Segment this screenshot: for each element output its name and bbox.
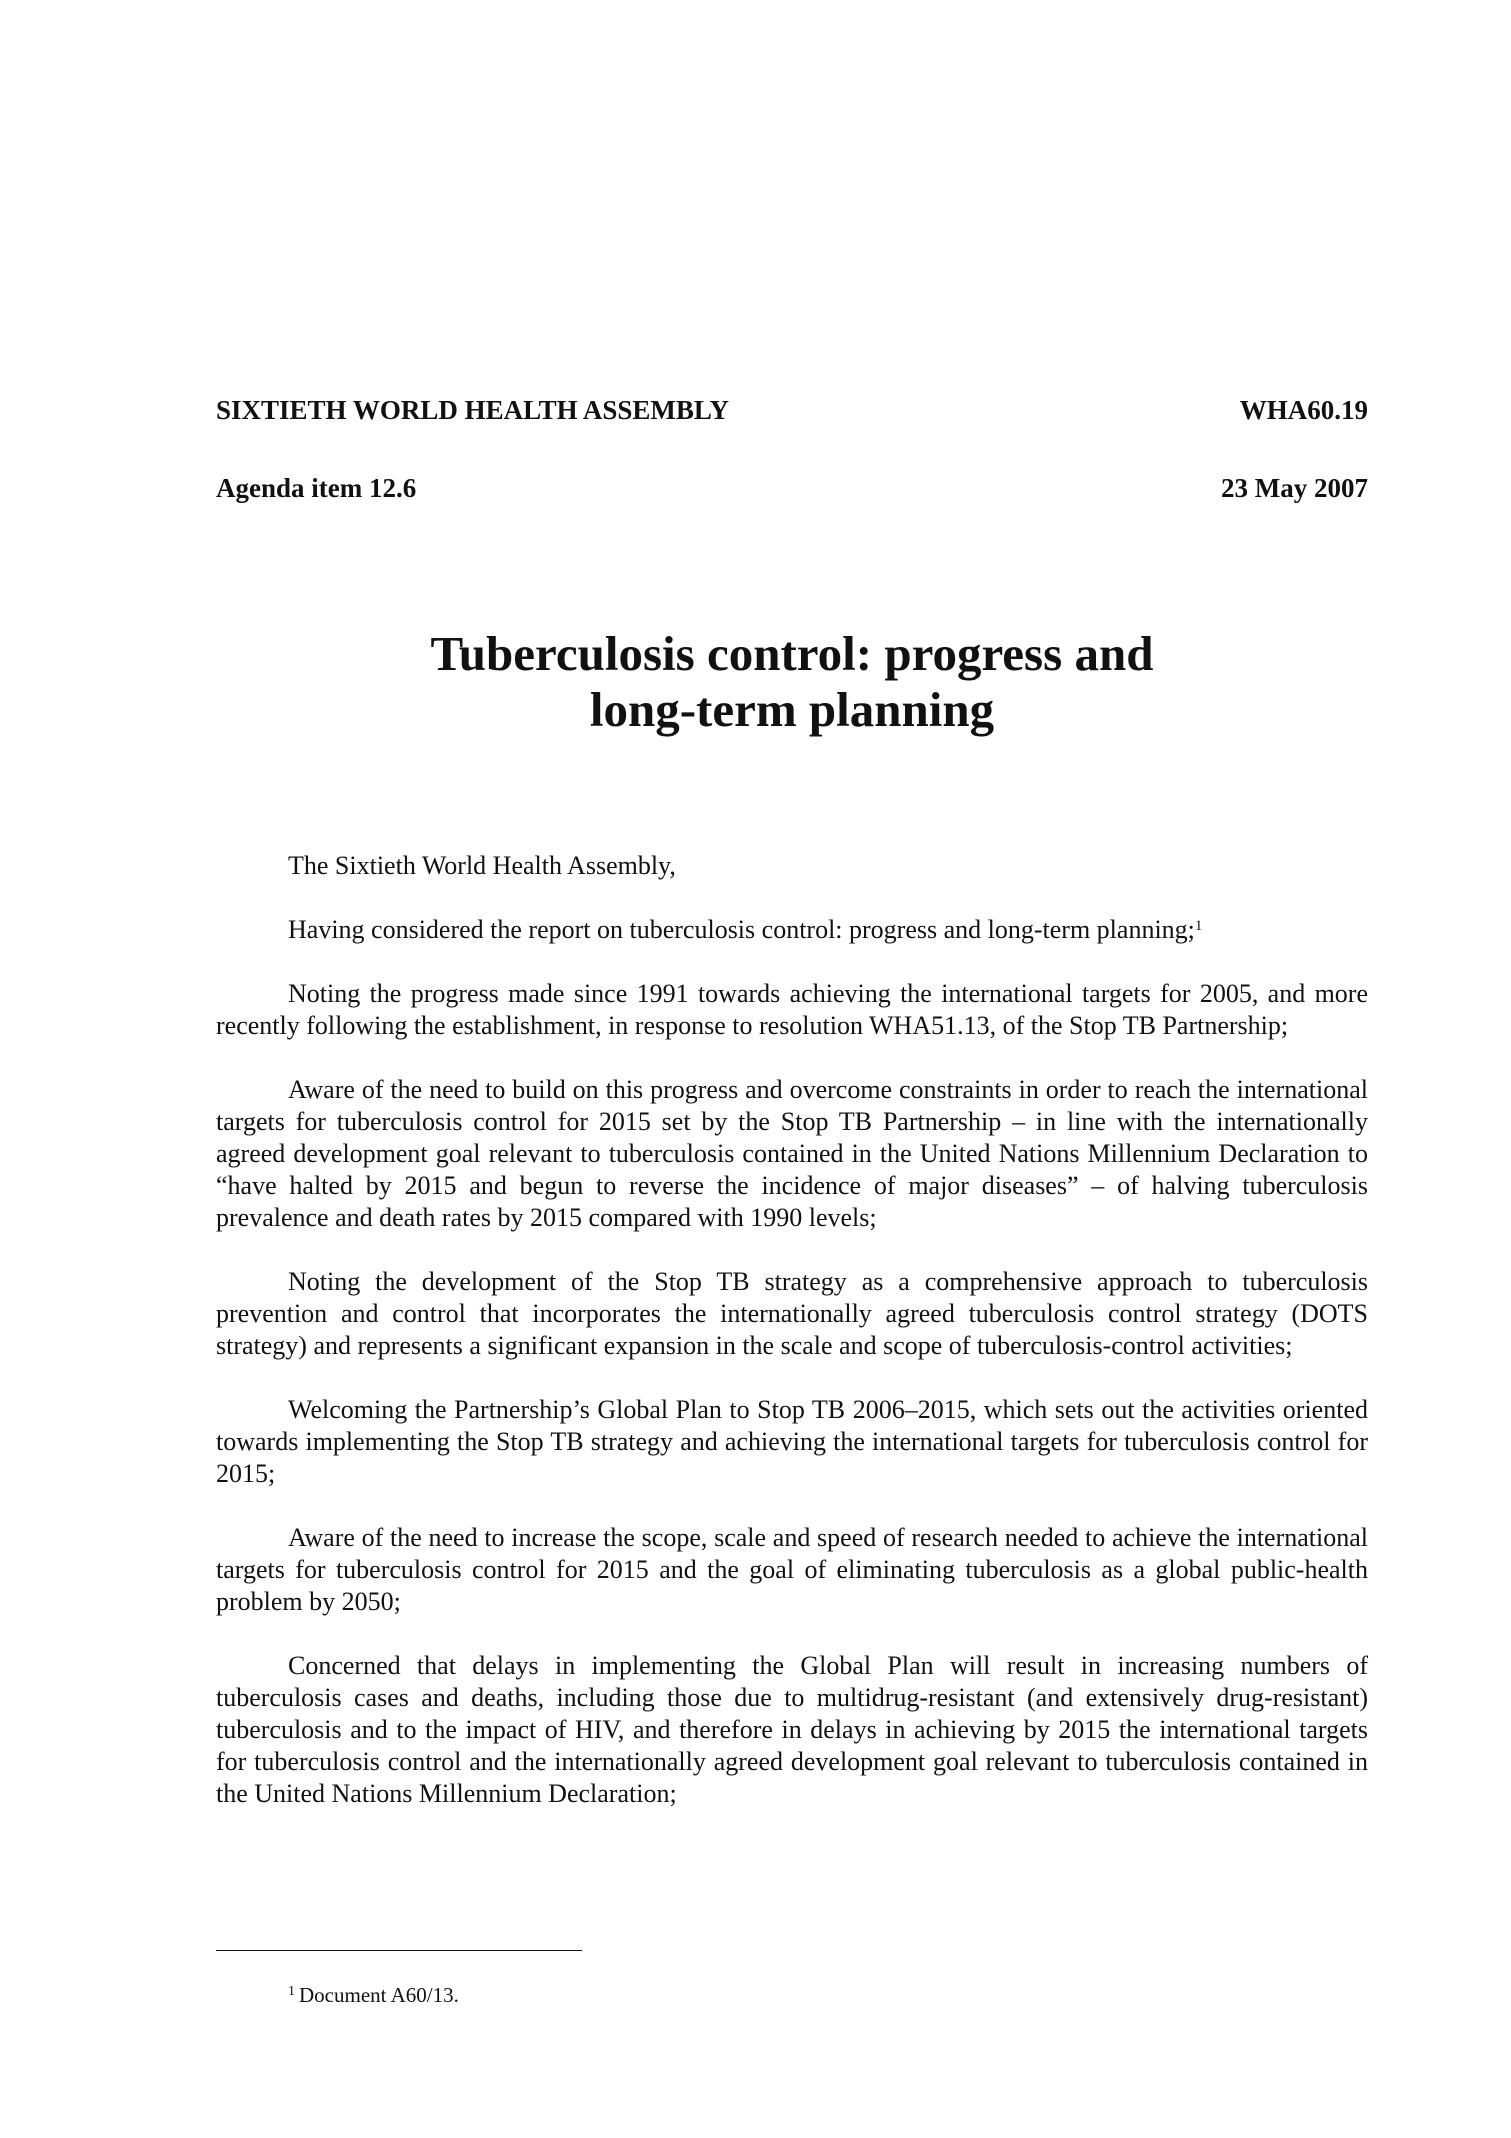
document-title bbox=[216, 626, 1368, 738]
paragraph-concerned-delays: Concerned that delays in implementing the Global Plan will result in increasing numbers of tuberculosis cases and deaths, including those due to multidrug-resistant (and extensively drug-resistant) tuberculosis and to the impact of HIV, and therefore in delays in achieving by 2015 the international targets for tuberculosis control and the internationally agreed development goal relevant to tuberculosis contained in the United Nations Millennium Declaration; bbox=[216, 1651, 1368, 1808]
paragraph-opening: The Sixtieth World Health Assembly, bbox=[288, 851, 676, 880]
agenda-item: Agenda item 12.6 bbox=[216, 473, 417, 503]
resolution-body bbox=[216, 850, 1368, 1842]
footnote bbox=[288, 1982, 459, 2008]
resolution-date: 23 May 2007 bbox=[1221, 473, 1368, 503]
footnote-reference: 1 bbox=[1194, 918, 1203, 934]
footnote-separator bbox=[216, 1950, 582, 1951]
resolution-number: WHA60.19 bbox=[1239, 395, 1368, 425]
title-line-2: long-term planning bbox=[589, 682, 995, 737]
paragraph-having-considered-text: Having considered the report on tuberculosis control: progress and long-term planning; bbox=[288, 915, 1195, 944]
paragraph-aware-build: Aware of the need to build on this progress and overcome constraints in order to reach the international targets for tuberculosis control for 2015 set by the Stop TB Partnership – in line with the internationally agreed development goal relevant to tuberculosis contained in the United Nations Millennium Declaration to “have halted by 2015 and begun to reverse the incidence of major diseases” – of halving tuberculosis prevalence and death rates by 2015 compared with 1990 levels; bbox=[216, 1075, 1368, 1232]
footnote-number: 1 bbox=[288, 1984, 295, 1999]
assembly-name: SIXTIETH WORLD HEALTH ASSEMBLY bbox=[216, 395, 729, 425]
paragraph-noting-strategy: Noting the development of the Stop TB strategy as a comprehensive approach to tuberculosis prevention and control that incorporates the internationally agreed tuberculosis control strategy (DOTS strategy) and represents a significant expansion in the scale and scope of tuberculosis-control activities; bbox=[216, 1267, 1368, 1360]
paragraph-welcoming-plan: Welcoming the Partnership’s Global Plan to Stop TB 2006–2015, which sets out the activities oriented towards implementing the Stop TB strategy and achieving the international targets for tuberculosis control for 2015; bbox=[216, 1395, 1368, 1488]
paragraph-noting-progress: Noting the progress made since 1991 towards achieving the international targets for 2005, and more recently following the establishment, in response to resolution WHA51.13, of the Stop TB Partnership; bbox=[216, 979, 1368, 1040]
header-row-agenda bbox=[216, 472, 1368, 504]
title-line-1: Tuberculosis control: progress and bbox=[430, 626, 1154, 681]
paragraph-having-considered bbox=[216, 914, 1368, 946]
header-row-assembly bbox=[216, 394, 1368, 426]
paragraph-aware-research: Aware of the need to increase the scope, scale and speed of research needed to achieve the international targets for tuberculosis control for 2015 and the goal of eliminating tuberculosis as a global public-health problem by 2050; bbox=[216, 1523, 1368, 1616]
footnote-text: Document A60/13. bbox=[299, 1983, 459, 2007]
